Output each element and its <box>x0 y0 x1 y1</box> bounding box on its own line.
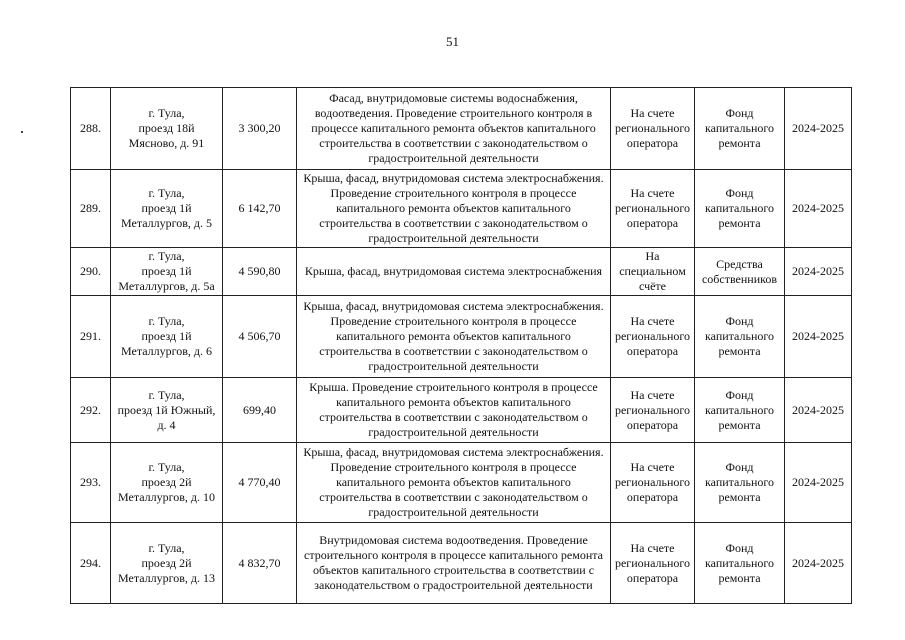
table-row <box>71 248 852 296</box>
period-cell: 2024-2025 <box>785 88 852 170</box>
funding-source-cell: Фонд капитального ремонта <box>695 170 785 248</box>
row-number: 289. <box>71 170 111 248</box>
works-description-cell: Крыша, фасад, внутридомовая система электроснабжения. Проведение строительного контроля в процессе капитального ремонта объектов капитального строительства в соответствии с законодательством о градостроительной деятельности <box>297 443 611 523</box>
row-number: 292. <box>71 378 111 443</box>
address-cell: г. Тула, проезд 2й Металлургов, д. 13 <box>111 523 223 604</box>
row-number: 291. <box>71 296 111 378</box>
area-cell: 4 590,80 <box>223 248 297 296</box>
funding-source-cell: Фонд капитального ремонта <box>695 378 785 443</box>
table-row <box>71 296 852 378</box>
area-cell: 4 770,40 <box>223 443 297 523</box>
area-cell: 3 300,20 <box>223 88 297 170</box>
works-description-cell: Крыша, фасад, внутридомовая система электроснабжения. Проведение строительного контроля в процессе капитального ремонта объектов капитального строительства в соответствии с законодательством о градостроительной деятельности <box>297 170 611 248</box>
period-cell: 2024-2025 <box>785 248 852 296</box>
period-cell: 2024-2025 <box>785 170 852 248</box>
area-cell: 4 506,70 <box>223 296 297 378</box>
account-type-cell: На счете регионального оператора <box>611 296 695 378</box>
works-description-cell: Крыша, фасад, внутридомовая система электроснабжения. Проведение строительного контроля в процессе капитального ремонта объектов капитального строительства в соответствии с законодательством о градостроительной деятельности <box>297 296 611 378</box>
address-cell: г. Тула, проезд 1й Металлургов, д. 5 <box>111 170 223 248</box>
table-body <box>71 88 852 604</box>
period-cell: 2024-2025 <box>785 378 852 443</box>
works-description-cell: Фасад, внутридомовые системы водоснабжения, водоотведения. Проведение строительного контроля в процессе капитального ремонта объектов капитального строительства в соответствии с законодательством о градостроительной деятельности <box>297 88 611 170</box>
table-row <box>71 523 852 604</box>
address-cell: г. Тула, проезд 18й Мясново, д. 91 <box>111 88 223 170</box>
address-cell: г. Тула, проезд 1й Металлургов, д. 6 <box>111 296 223 378</box>
funding-source-cell: Фонд капитального ремонта <box>695 443 785 523</box>
works-description-cell: Крыша, фасад, внутридомовая система электроснабжения <box>297 248 611 296</box>
page-number: 51 <box>446 34 459 49</box>
address-cell: г. Тула, проезд 1й Южный, д. 4 <box>111 378 223 443</box>
address-cell: г. Тула, проезд 1й Металлургов, д. 5а <box>111 248 223 296</box>
address-cell: г. Тула, проезд 2й Металлургов, д. 10 <box>111 443 223 523</box>
row-number: 294. <box>71 523 111 604</box>
area-cell: 4 832,70 <box>223 523 297 604</box>
area-cell: 699,40 <box>223 378 297 443</box>
account-type-cell: На счете регионального оператора <box>611 523 695 604</box>
account-type-cell: На счете регионального оператора <box>611 88 695 170</box>
table-row <box>71 378 852 443</box>
works-description-cell: Крыша. Проведение строительного контроля в процессе капитального ремонта объектов капитального строительства в соответствии с законодательством о градостроительной деятельности <box>297 378 611 443</box>
table-row <box>71 88 852 170</box>
period-cell: 2024-2025 <box>785 443 852 523</box>
account-type-cell: На счете регионального оператора <box>611 443 695 523</box>
period-cell: 2024-2025 <box>785 296 852 378</box>
row-number: 293. <box>71 443 111 523</box>
row-number: 288. <box>71 88 111 170</box>
area-cell: 6 142,70 <box>223 170 297 248</box>
account-type-cell: На специальном счёте <box>611 248 695 296</box>
account-type-cell: На счете регионального оператора <box>611 170 695 248</box>
table-row <box>71 443 852 523</box>
funding-source-cell: Средства собственников <box>695 248 785 296</box>
period-cell: 2024-2025 <box>785 523 852 604</box>
works-description-cell: Внутридомовая система водоотведения. Проведение строительного контроля в процессе капитального ремонта объектов капитального строительства в соответствии с законодательством о градостроительной деятельности <box>297 523 611 604</box>
funding-source-cell: Фонд капитального ремонта <box>695 88 785 170</box>
repair-registry-table <box>70 87 852 604</box>
row-number: 290. <box>71 248 111 296</box>
table-row <box>71 170 852 248</box>
funding-source-cell: Фонд капитального ремонта <box>695 296 785 378</box>
scan-speck <box>21 131 23 133</box>
funding-source-cell: Фонд капитального ремонта <box>695 523 785 604</box>
account-type-cell: На счете регионального оператора <box>611 378 695 443</box>
